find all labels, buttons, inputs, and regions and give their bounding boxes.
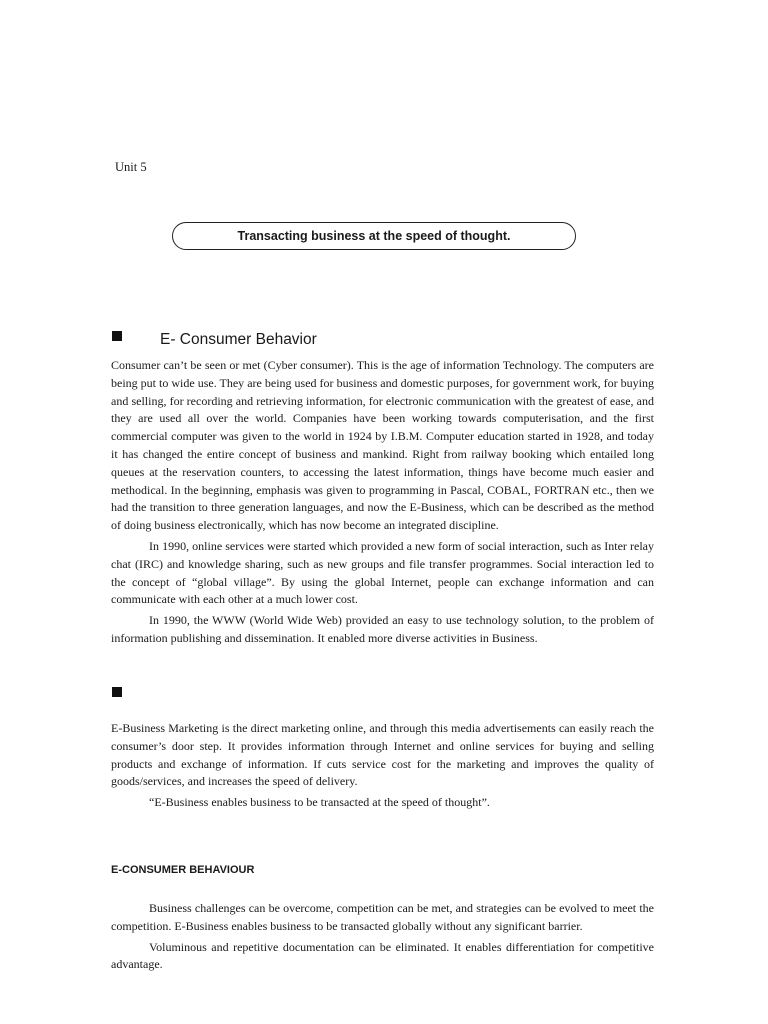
section-heading: E-CONSUMER BEHAVIOUR <box>111 864 255 876</box>
square-bullet-icon <box>112 331 122 341</box>
paragraph: E-Business Marketing is the direct marketing online, and through this media advertisements can easily reach the consumer’s door step. It provides information through Internet and online services for buying and selling products and exchange of information. If cuts service cost for the marketing and improves the quality of goods/services, and increases the speed of delivery. <box>111 721 654 789</box>
paragraph: In 1990, online services were started which provided a new form of social interaction, such as Inter relay chat (IRC) and knowledge sharing, such as new groups and file transfer programmes. Social interaction led to the concept of “global village”. By using the global Internet, people can exchange information and can communicate with each other at a much lower cost. <box>111 538 654 607</box>
paragraph: Business challenges can be overcome, competition can be met, and strategies can be evolved to meet the competition. E-Business enables business to be transacted globally without any significant barrier. <box>111 901 654 933</box>
section-body <box>111 720 654 812</box>
section-body <box>111 357 654 648</box>
unit-label: Unit 5 <box>115 160 147 174</box>
quote-paragraph: “E-Business enables business to be transacted at the speed of thought”. <box>149 795 490 810</box>
square-bullet-icon <box>112 687 122 697</box>
paragraph: In 1990, the WWW (World Wide Web) provided an easy to use technology solution, to the problem of information publishing and dissemination. It enabled more diverse activities in Business. <box>111 613 654 645</box>
title-banner: Transacting business at the speed of thought. <box>172 222 576 250</box>
section-body <box>111 900 654 974</box>
paragraph: Voluminous and repetitive documentation can be eliminated. It enables differentiation for competitive advantage. <box>111 939 654 972</box>
section-heading: E- Consumer Behavior <box>160 331 317 348</box>
paragraph: Consumer can’t be seen or met (Cyber consumer). This is the age of information Technology. The computers are being put to wide use. They are being used for business and domestic purposes, for government work, for buying and selling, for recording and retrieving information, for electronic communication with the greatest of ease, and they are used all over the world. Companies have been working towards computerisation, and the first commercial computer was given to the world in 1924 by I.B.M. Computer education started in 1928, and today it has changed the entire concept of business and mankind. Right from railway booking which entailed long queues at the reservation counters, to accessing the latest information, things have become much easier and methodical. In the beginning, emphasis was given to programming in Pascal, COBAL, FORTRAN etc., then we had the transition to three generation languages, and now the E-Business, which can be described as the method of doing business electronically, which has now become an integrated discipline. <box>111 358 654 533</box>
